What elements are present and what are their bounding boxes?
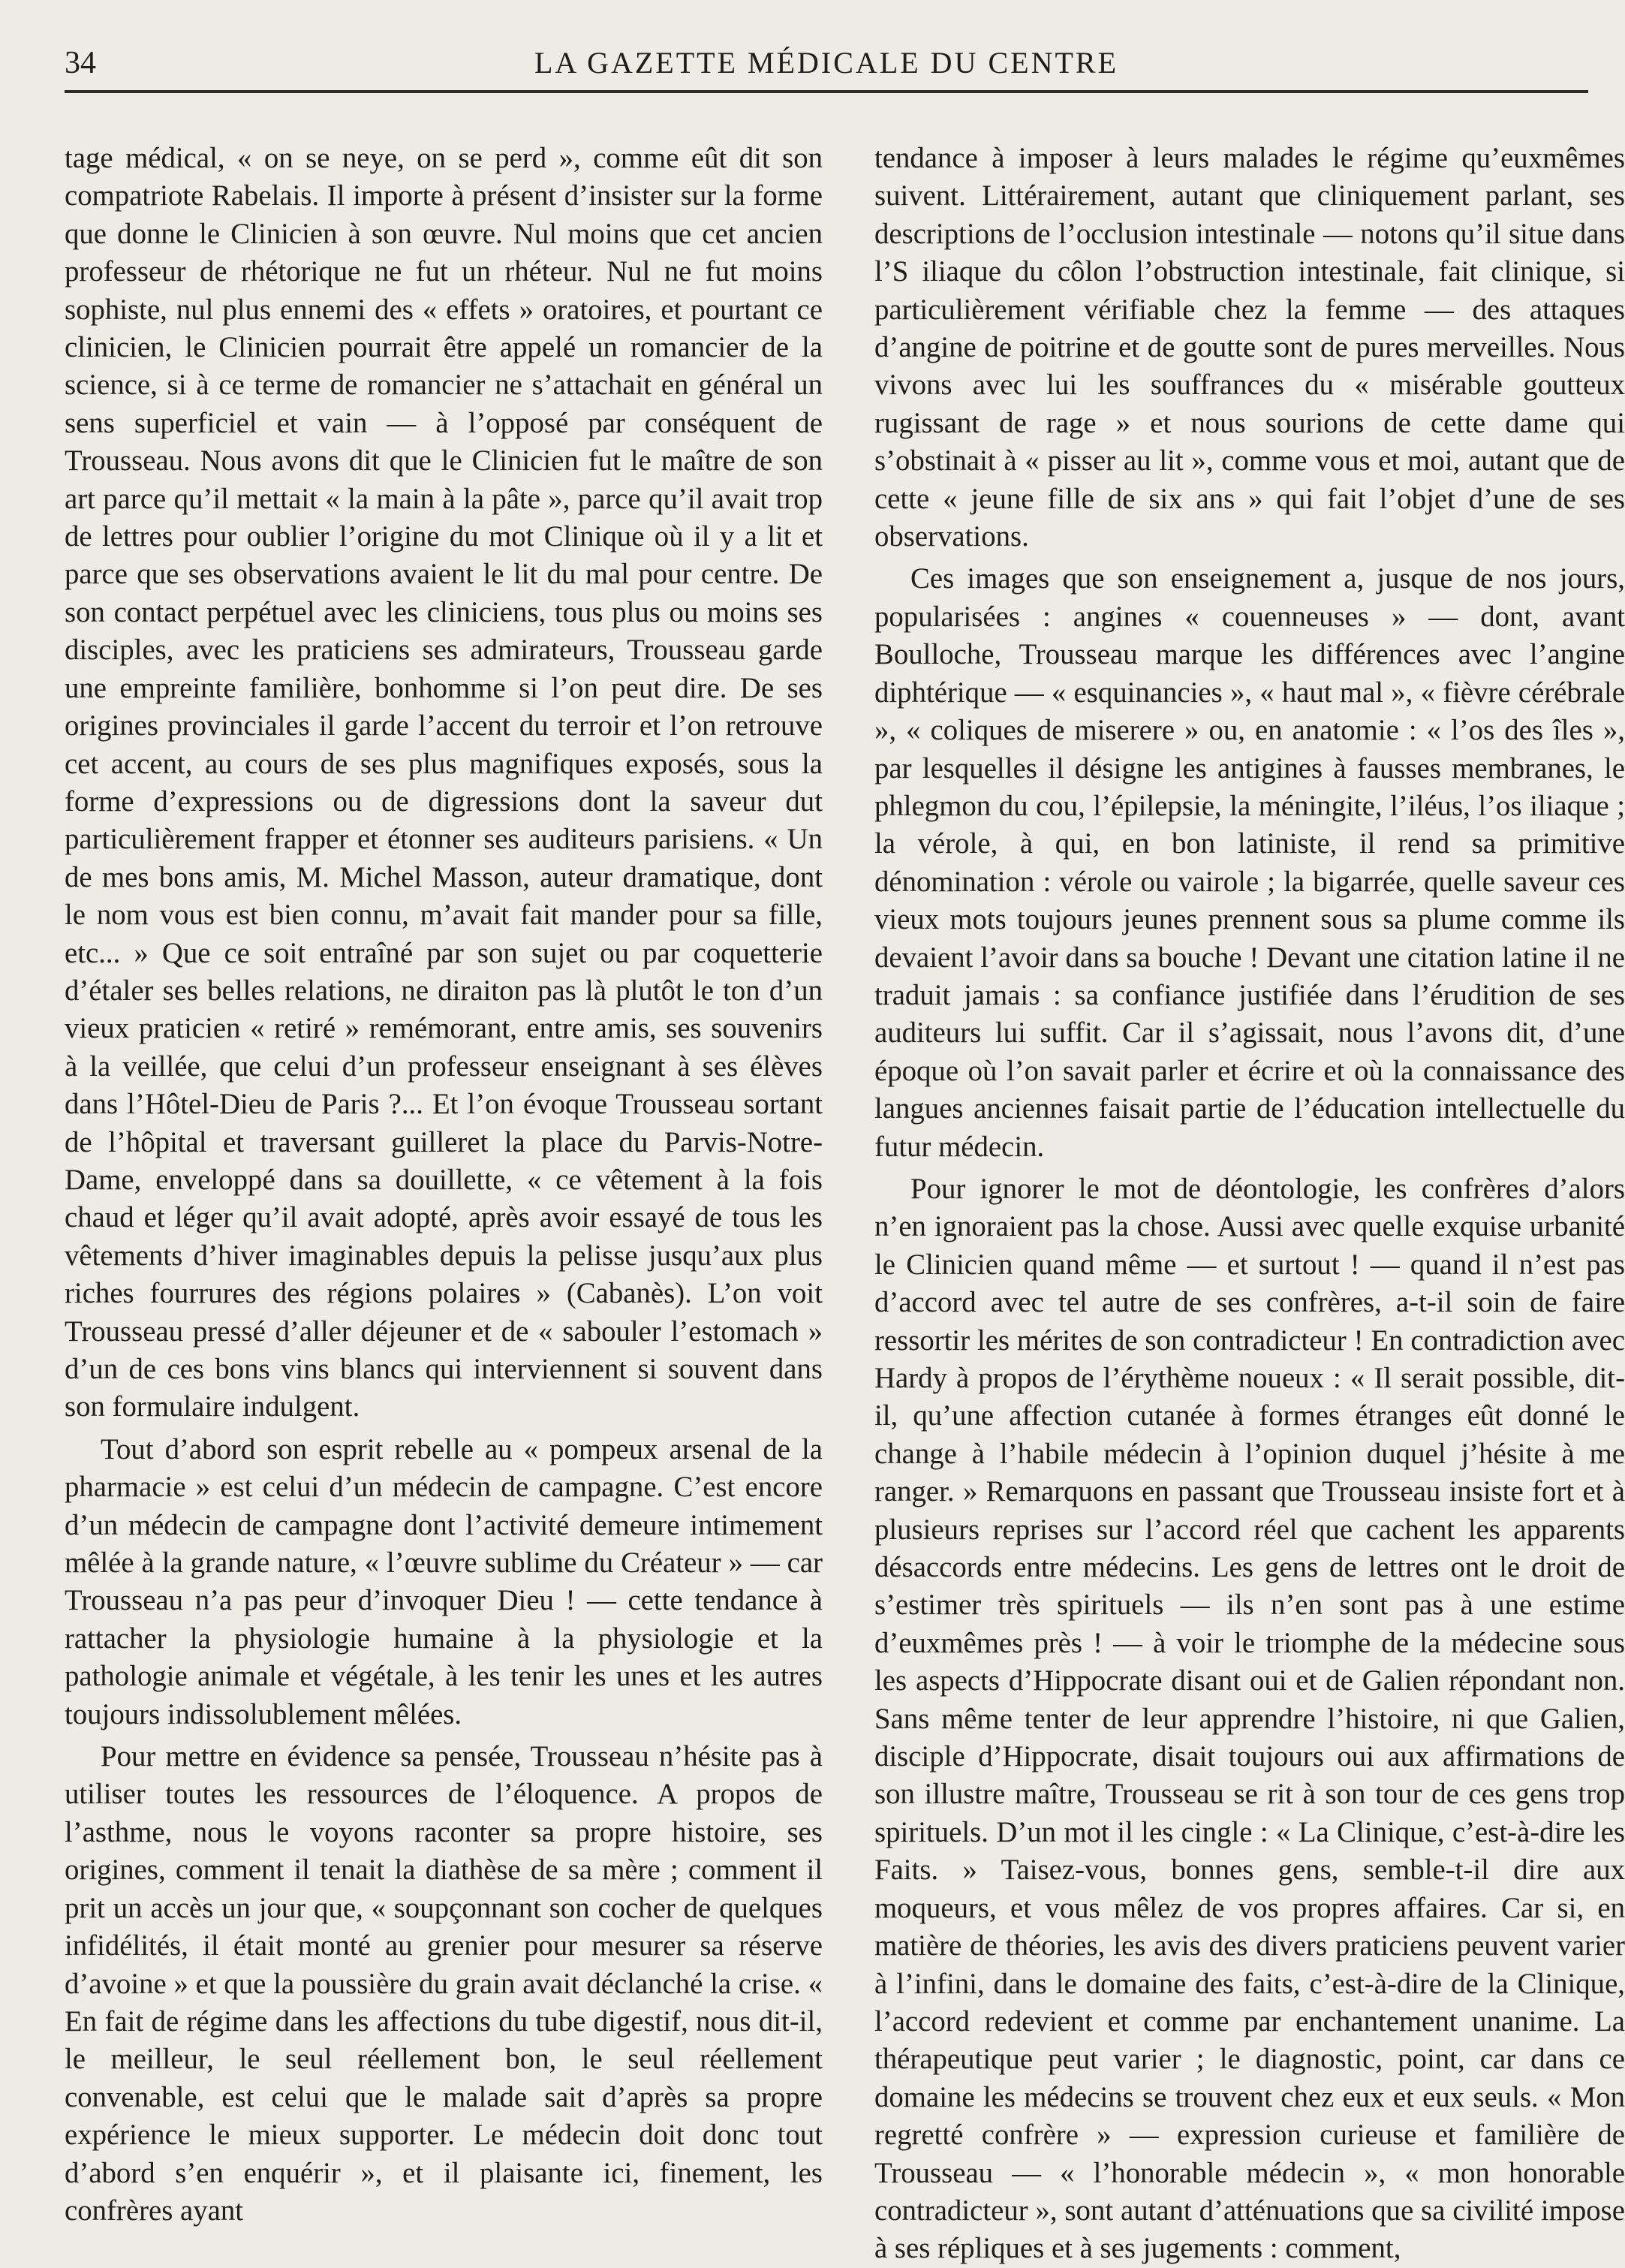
- paragraph: Tout d’abord son esprit rebelle au « pompeux arsenal de la pharmacie » est celui d’un médecin de campagne. C’est encore d’un médecin de campagne dont l’activité demeure intimement mêlée à la grande nature, « l’œuvre sublime du Créateur » — car Trousseau n’a pas peur d’invoquer Dieu ! — cette tendance à rattacher la physiologie humaine à la physiologie et la pathologie animale et végétale, à les tenir les unes et les autres toujours indissolublement mêlées.: [65, 1432, 823, 1730]
- paragraph: Pour ignorer le mot de déontologie, les confrères d’alors n’en ignoraient pas la chose. Aussi avec quelle exquise urbanité le Clinicien quand même — et surtout ! — quand il n’est pas d’accord avec tel autre de ses confrères, a-t-il soin de faire ressortir les mérites de son contradicteur ! En contradiction avec Hardy à propos de l’érythème noueux : « Il serait possible, dit-il, qu’une affection cutanée à formes étranges eût donné le change à l’habile médecin à l’opinion duquel j’hésite à me ranger. » Remarquons en passant que Trousseau insiste fort et à plusieurs reprises sur l’accord réel que cachent les apparents désaccords entre médecins. Les gens de lettres ont le droit de s’estimer très spirituels — ils n’en sont pas à une estime d’euxmêmes près ! — à voir le triomphe de la médecine sous les aspects d’Hippocrate disant oui et de Galien répondant non. Sans même tenter de leur apprendre l’histoire, ni que Galien, disciple d’Hippocrate, disait toujours oui aux affirmations de son illustre maître, Trousseau se rit à son tour de ces gens trop spirituels. D’un mot il les cingle : « La Clinique, c’est-à-dire les Faits. » Taisez-vous, bonnes gens, semble-t-il dire aux moqueurs, et vous mêlez de vos propres affaires. Car si, en matière de théories, les avis des divers praticiens peuvent varier à l’infini, dans le domaine des faits, c’est-à-dire de la Clinique, l’accord redevient et comme par enchantement unanime. La thérapeutique peut varier ; le diagnostic, point, car dans ce domaine les médecins se trouvent chez eux et eux seuls. « Mon regretté confrère » — expression curieuse et familière de Trousseau — « l’honorable médecin », « mon honorable contradicteur », sont autant d’atténuations que sa civilité impose à ses répliques et à ses jugements : comment,: [874, 1172, 1625, 2265]
- left-column: [65, 140, 823, 2230]
- paragraph: tendance à imposer à leurs malades le régime qu’euxmêmes suivent. Littérairement, autant que cliniquement parlant, ses descriptions de l’occlusion intestinale — notons qu’il situe dans l’S iliaque du côlon l’obstruction intestinale, fait clinique, si particulièrement vérifiable chez la femme — des attaques d’angine de poitrine et de goutte sont de pures merveilles. Nous vivons avec lui les souffrances du « misérable goutteux rugissant de rage » et nous sourions de cette dame qui s’obstinait à « pisser au lit », comme vous et moi, autant que de cette « jeune fille de six ans » qui fait l’objet d’une de ses observations.: [874, 142, 1625, 553]
- journal-title: LA GAZETTE MÉDICALE DU CENTRE: [534, 46, 1118, 80]
- page-header: [65, 42, 1588, 84]
- paragraph: Ces images que son enseignement a, jusque de nos jours, popularisées : angines « couenneuses » — dont, avant Boulloche, Trousseau marque les différences avec l’angine diphtérique — « esquinancies », « haut mal », « fièvre cérébrale », « coliques de miserere » ou, en anatomie : « l’os des îles », par lesquelles il désigne les antigines à fausses membranes, le phlegmon du cou, l’épilepsie, la méningite, l’iléus, l’os iliaque ; la vérole, à qui, en bon latiniste, il rend sa primitive dénomination : vérole ou vairole ; la bigarrée, quelle saveur ces vieux mots toujours jeunes prennent sous sa plume comme ils devaient l’avoir dans sa bouche ! Devant une citation latine il ne traduit jamais : sa confiance justifiée dans l’érudition de ses auditeurs lui suffit. Car il s’agissait, nous l’avons dit, d’une époque où l’on savait parler et écrire et où la connaissance des langues anciennes faisait partie de l’éducation intellectuelle du futur médecin.: [874, 562, 1625, 1163]
- page-number: 34: [65, 46, 96, 80]
- header-rule: [65, 90, 1588, 93]
- paragraph: tage médical, « on se neye, on se perd », comme eût dit son compatriote Rabelais. Il importe à présent d’insister sur la forme que donne le Clinicien à son œuvre. Nul moins que cet ancien professeur de rhétorique ne fut un rhéteur. Nul ne fut moins sophiste, nul plus ennemi des « effets » oratoires, et pourtant ce clinicien, le Clinicien pourrait être appelé un romancier de la science, si à ce terme de romancier ne s’attachait en général un sens superficiel et vain — à l’opposé par conséquent de Trousseau. Nous avons dit que le Clinicien fut le maître de son art parce qu’il mettait « la main à la pâte », parce qu’il avait trop de lettres pour oublier l’origine du mot Clinique où il y a lit et parce que ses observations avaient le lit du mal pour centre. De son contact perpétuel avec les cliniciens, tous plus ou moins ses disciples, avec les praticiens ses admirateurs, Trousseau garde une empreinte familière, bonhomme si l’on peut dire. De ses origines provinciales il garde l’accent du terroir et l’on retrouve cet accent, au cours de ses plus magnifiques exposés, sous la forme d’expressions ou de digressions dont la saveur dut particulièrement frapper et étonner ses auditeurs parisiens. « Un de mes bons amis, M. Michel Masson, auteur dramatique, dont le nom vous est bien connu, m’avait fait mander pour sa fille, etc... » Que ce soit entraîné par son sujet ou par coquetterie d’étaler ses belles relations, ne diraiton pas là plutôt le ton d’un vieux praticien « retiré » remémorant, entre amis, ses souvenirs à la veillée, que celui d’un professeur enseignant à ses élèves dans l’Hôtel-Dieu de Paris ?... Et l’on évoque Trousseau sortant de l’hôpital et traversant guilleret la place du Parvis-Notre-Dame, enveloppé dans sa douillette, « ce vêtement à la fois chaud et léger qu’il avait adopté, après avoir essayé de tous les vêtements d’hiver imaginables depuis la pelisse jusqu’aux plus riches fourrures des régions polaires » (Cabanès). L’on voit Trousseau pressé d’aller déjeuner et de « sabouler l’estomach » d’un de ces bons vins blancs qui interviennent si souvent dans son formulaire indulgent.: [65, 142, 823, 1423]
- paragraph: Pour mettre en évidence sa pensée, Trousseau n’hésite pas à utiliser toutes les ressources de l’éloquence. A propos de l’asthme, nous le voyons raconter sa propre histoire, ses origines, comment il tenait la diathèse de sa mère ; comment il prit un accès un jour que, « soupçonnant son cocher de quelques infidélités, il était monté au grenier pour mesurer sa réserve d’avoine » et que la poussière du grain avait déclanché la crise. « En fait de régime dans les affections du tube digestif, nous dit-il, le meilleur, le seul réellement bon, le seul réellement convenable, est celui que le malade sait d’après sa propre expérience le mieux supporter. Le médecin doit donc tout d’abord s’en enquérir », et il plaisante ici, finement, les confrères ayant: [65, 1740, 823, 2227]
- right-column: [874, 140, 1625, 2268]
